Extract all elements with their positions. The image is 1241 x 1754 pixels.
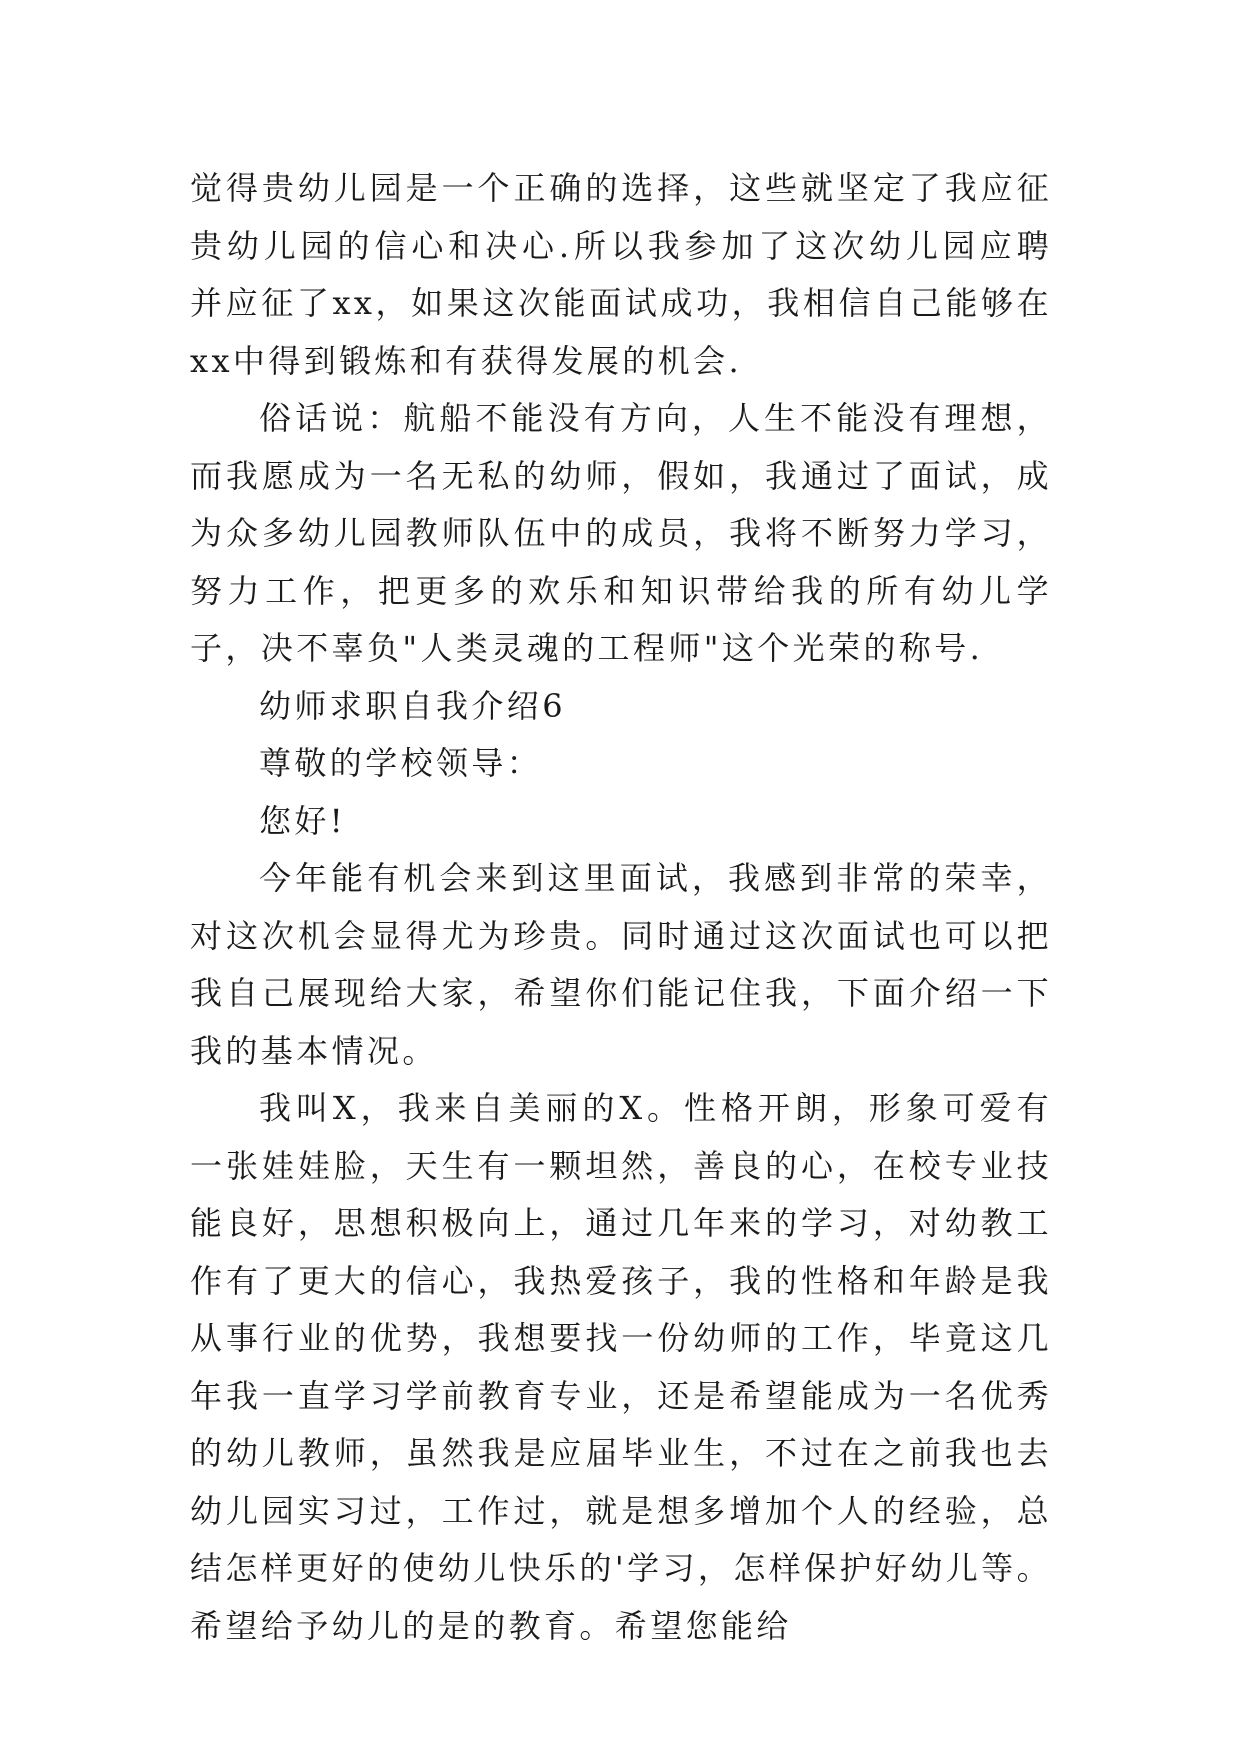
paragraph-2: 俗话说：航船不能没有方向，人生不能没有理想，而我愿成为一名无私的幼师，假如，我通过了面试，成为众多幼儿园教师队伍中的成员，我将不断努力学习，努力工作，把更多的欢乐和知识带给我的所有幼儿学子，决不辜负"人类灵魂的工程师"这个光荣的称号. [190, 399, 1052, 667]
document-body [190, 160, 1052, 1655]
paragraph-1: 觉得贵幼儿园是一个正确的选择，这些就坚定了我应征贵幼儿园的信心和决心.所以我参加了这次幼儿园应聘并应征了xx，如果这次能面试成功，我相信自己能够在xx中得到锻炼和有获得发展的机会. [190, 169, 1052, 380]
greeting: 您好! [259, 801, 347, 840]
section-heading: 幼师求职自我介绍6 [259, 686, 566, 725]
paragraph-3: 今年能有机会来到这里面试，我感到非常的荣幸，对这次机会显得尤为珍贵。同时通过这次面试也可以把我自己展现给大家，希望你们能记住我，下面介绍一下我的基本情况。 [190, 859, 1052, 1070]
paragraph-4: 我叫X，我来自美丽的X。性格开朗，形象可爱有一张娃娃脸，天生有一颗坦然，善良的心，在校专业技能良好，思想积极向上，通过几年来的学习，对幼教工作有了更大的信心，我热爱孩子，我的性格和年龄是我从事行业的优势，我想要找一份幼师的工作，毕竟这几年我一直学习学前教育专业，还是希望能成为一名优秀的幼儿教师，虽然我是应届毕业生，不过在之前我也去幼儿园实习过，工作过，就是想多增加个人的经验，总结怎样更好的使幼儿快乐的'学习，怎样保护好幼儿等。希望给予幼儿的是的教育。希望您能给 [190, 1089, 1052, 1645]
salutation: 尊敬的学校领导： [259, 744, 543, 782]
